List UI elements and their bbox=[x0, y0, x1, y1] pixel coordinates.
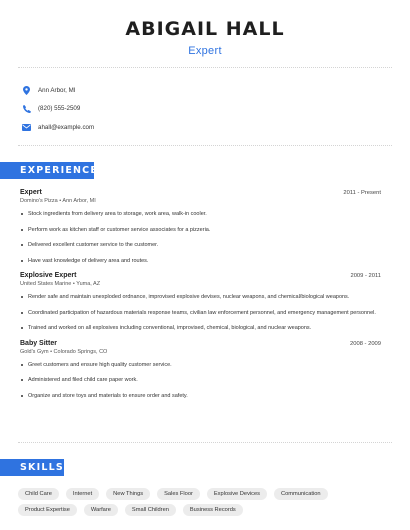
job-bullet: Delivered excellent customer service to the customer. bbox=[20, 241, 381, 250]
contact-location-text: Ann Arbor, MI bbox=[38, 86, 76, 94]
skill-tag: Small Children bbox=[125, 504, 176, 516]
contact-email-text: ahall@example.com bbox=[38, 123, 95, 131]
candidate-title: Expert bbox=[188, 45, 222, 57]
phone-icon bbox=[22, 104, 31, 113]
job-bullet: Trained and worked on all explosives including conventional, improvised, chemical, biological, and nuclear weapons. bbox=[20, 324, 381, 333]
skill-tag: Child Care bbox=[18, 488, 59, 500]
job-bullet: Stock ingredients from delivery area to storage, work area, walk-in cooler. bbox=[20, 210, 381, 219]
job-bullet: Coordinated participation of hazardous materials response teams, civilian law enforcement personnel, and emergency management personnel. bbox=[20, 309, 381, 318]
divider bbox=[18, 145, 392, 146]
divider bbox=[18, 67, 392, 68]
skills-list bbox=[18, 488, 392, 520]
job-bullet: Greet customers and ensure high quality customer service. bbox=[20, 361, 381, 370]
job-employer: Domino's Pizza • Ann Arbor, MI bbox=[20, 198, 96, 204]
job-entry bbox=[20, 340, 381, 401]
job-dates: 2008 - 2009 bbox=[350, 340, 381, 347]
job-title: Baby Sitter bbox=[20, 339, 57, 347]
job-employer: Gold's Gym • Colorado Springs, CO bbox=[20, 348, 108, 355]
job-dates: 2009 - 2011 bbox=[350, 273, 381, 279]
skill-tag: New Things bbox=[106, 488, 150, 500]
location-pin-icon bbox=[22, 86, 31, 95]
skill-tag: Communication bbox=[274, 488, 328, 500]
job-bullet: Organize and store toys and materials to ensure order and safety. bbox=[20, 392, 381, 401]
contact-list bbox=[22, 81, 94, 137]
experience-section-heading: EXPERIENCE bbox=[0, 162, 94, 179]
skill-tag: Internet bbox=[66, 488, 99, 500]
job-bullet: Administered and filed child care paper work. bbox=[20, 376, 381, 385]
job-title: Expert bbox=[20, 189, 42, 196]
job-bullet: Perform work as kitchen staff or customer service associates for a pizzeria. bbox=[20, 226, 381, 235]
experience-list bbox=[20, 189, 381, 407]
contact-phone bbox=[22, 100, 94, 119]
skills-section-heading: SKILLS bbox=[0, 459, 64, 476]
skill-tag: Explosive Devices bbox=[207, 488, 267, 500]
job-dates: 2011 - Present bbox=[343, 190, 381, 196]
resume-header bbox=[0, 0, 410, 57]
skill-tag: Sales Floor bbox=[157, 488, 200, 500]
divider bbox=[18, 442, 392, 443]
job-bullet: Have vast knowledge of delivery area and routes. bbox=[20, 257, 381, 266]
email-icon bbox=[22, 123, 31, 132]
contact-location bbox=[22, 81, 94, 100]
job-title: Explosive Expert bbox=[20, 272, 77, 279]
job-entry bbox=[20, 189, 381, 265]
contact-email bbox=[22, 118, 94, 137]
skill-tag: Warfare bbox=[84, 504, 118, 516]
job-entry bbox=[20, 272, 381, 333]
skill-tag: Business Records bbox=[183, 504, 243, 516]
job-bullet: Render safe and maintain unexploded ordnance, improvised explosive devises, nuclear weapons, and chemical/biological weapons. bbox=[20, 293, 381, 302]
skill-tag: Product Expertise bbox=[18, 504, 77, 516]
contact-phone-text: (820) 555-2509 bbox=[38, 105, 81, 113]
job-employer: United States Marine • Yuma, AZ bbox=[20, 281, 101, 287]
candidate-name: ABIGAIL HALL bbox=[125, 18, 285, 40]
